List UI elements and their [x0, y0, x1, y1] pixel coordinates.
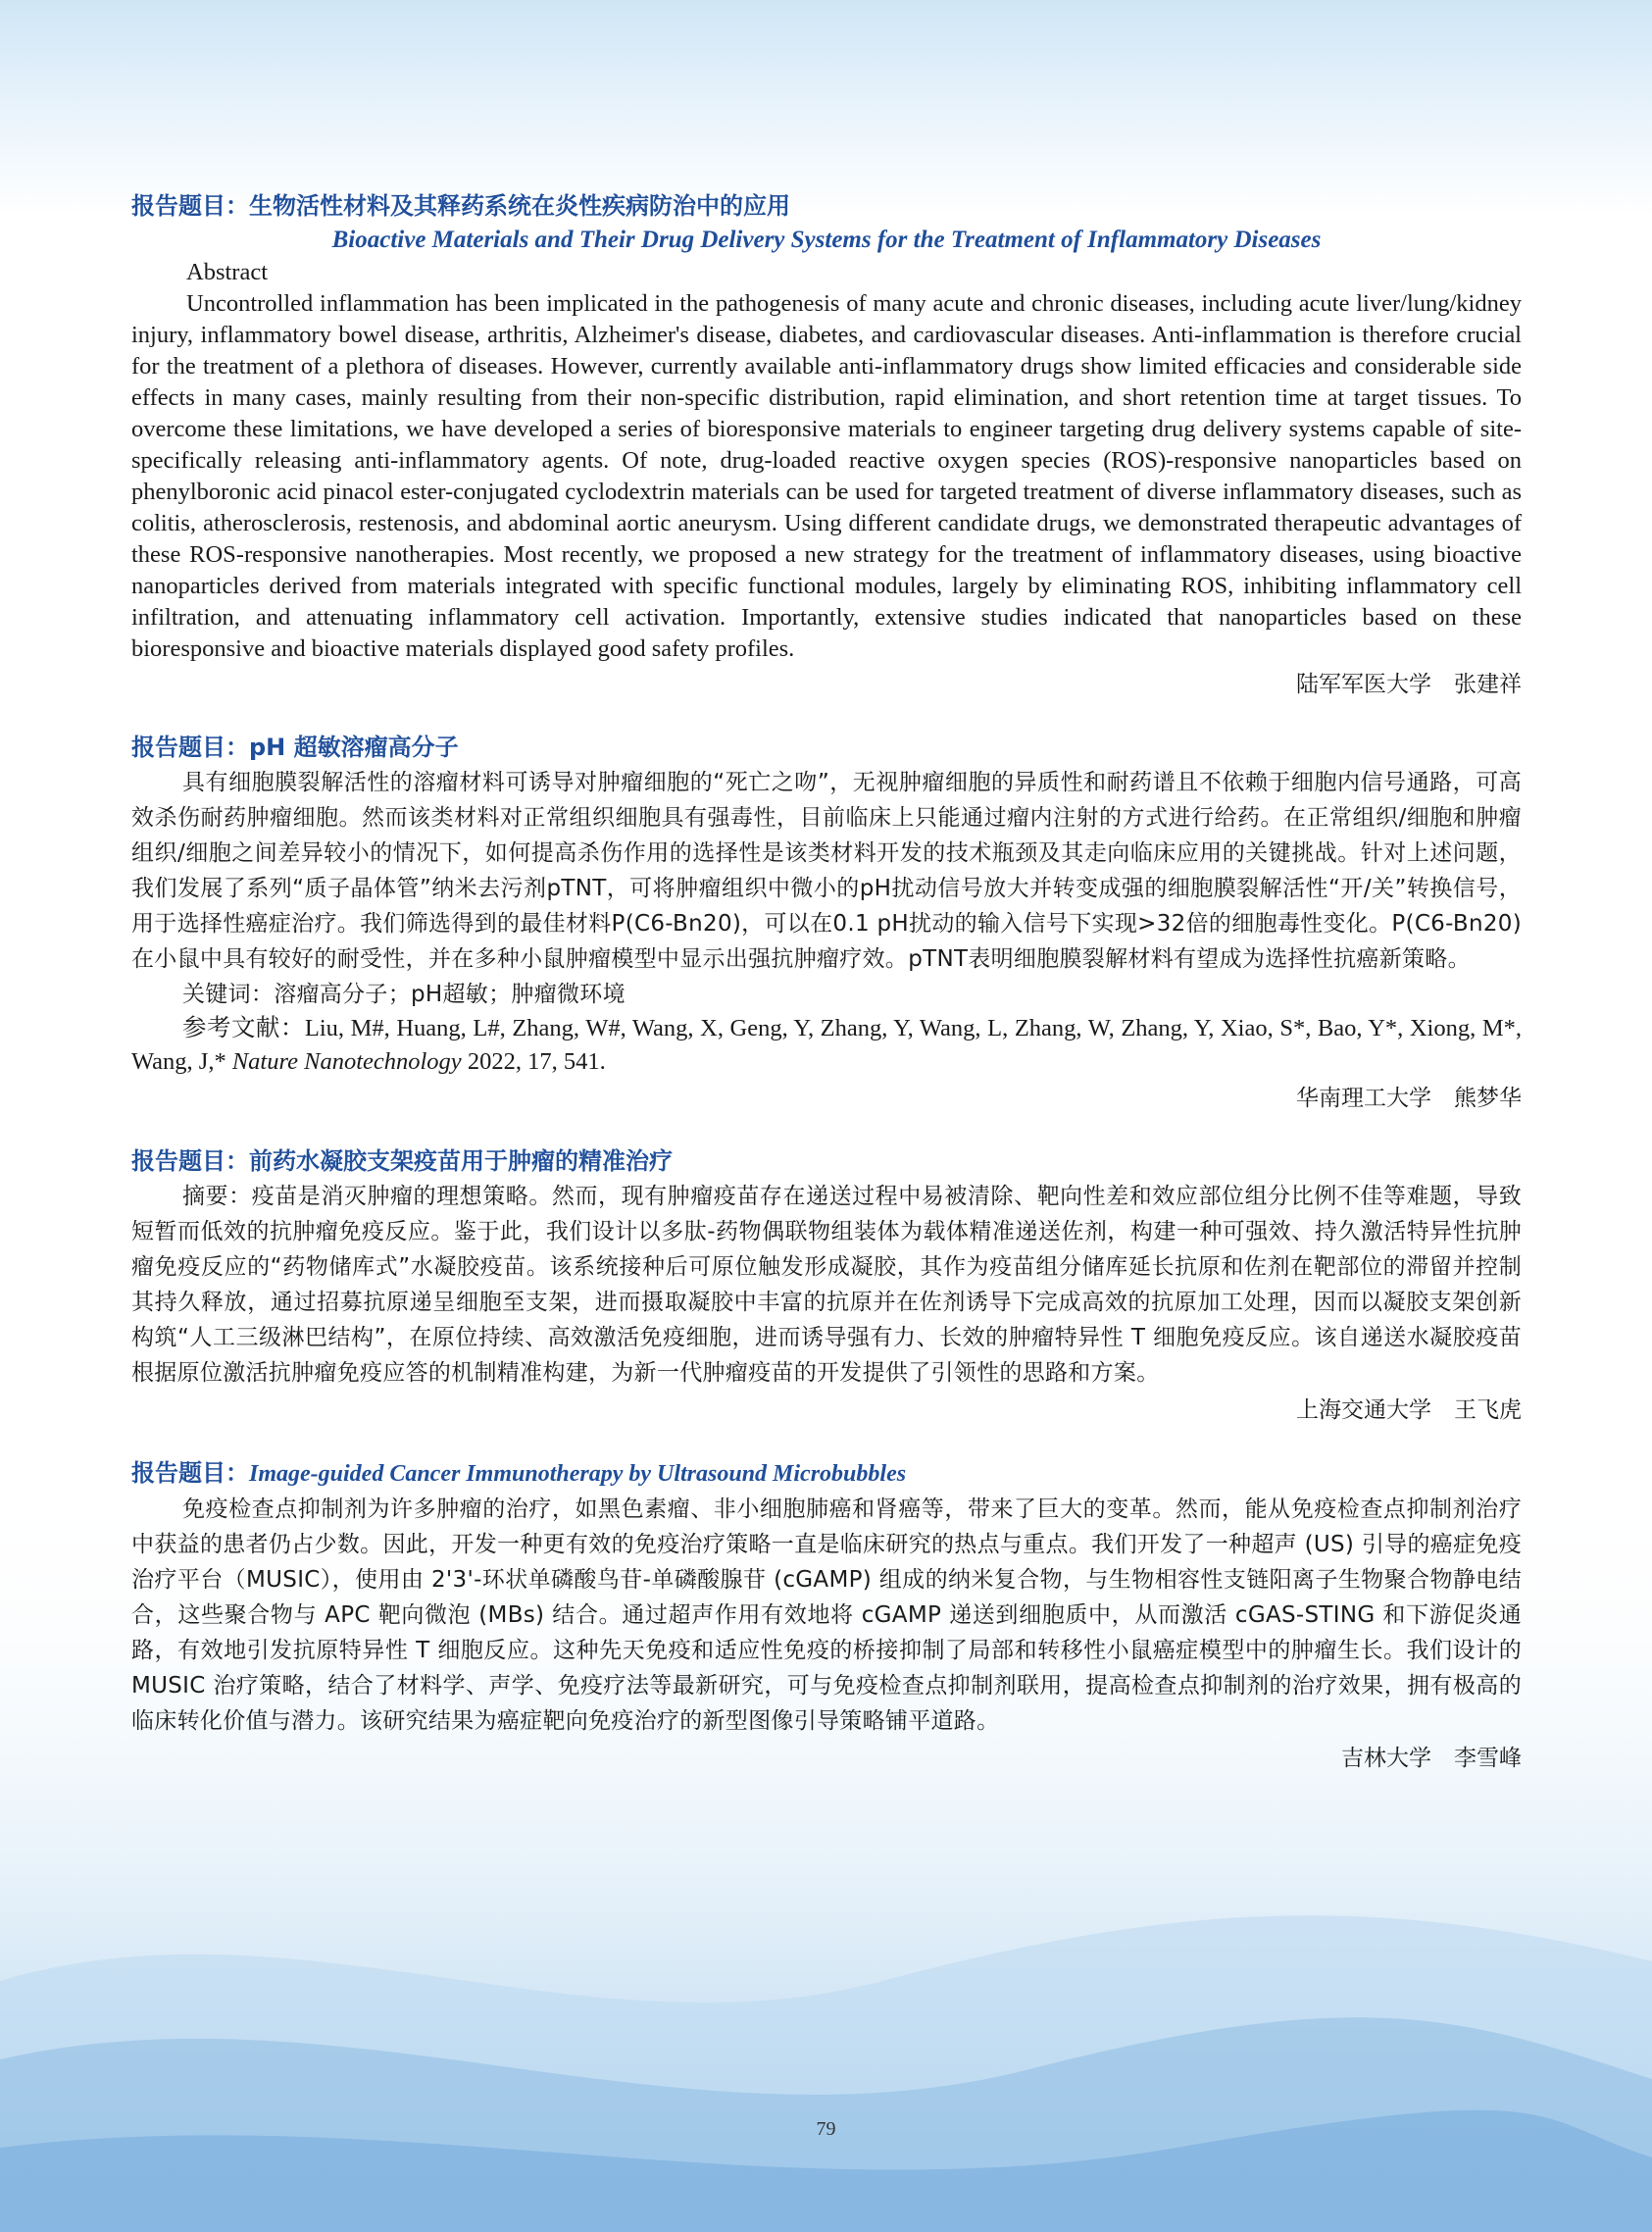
- title-prefix: 报告题目：: [131, 1459, 249, 1487]
- reference: [131, 1012, 1522, 1079]
- reference-journal: Nature Nanotechnology: [231, 1048, 462, 1075]
- title-text: 前药水凝胶支架疫苗用于肿瘤的精准治疗: [249, 1147, 673, 1175]
- header-gradient: [0, 0, 1652, 216]
- reference-details: 2022, 17, 541.: [461, 1048, 606, 1075]
- report-section: [131, 1455, 1522, 1778]
- reference-authors: 参考文献：Liu, M#, Huang, L#, Zhang, W#, Wang, X, Geng, Y, Zhang, Y, Wang, L, Zhang, W, Zhang, Y, Xiao, S*, Bao, Y*, Xiong, M*, Wang, J,*: [131, 1015, 1522, 1075]
- title-prefix: 报告题目：: [131, 734, 249, 761]
- report-section: [131, 1143, 1522, 1430]
- abstract-body: 具有细胞膜裂解活性的溶瘤材料可诱导对肿瘤细胞的“死亡之吻”，无视肿瘤细胞的异质性和耐药谱且不依赖于细胞内信号通路，可高效杀伤耐药肿瘤细胞。然而该类材料对正常组织细胞具有强毒性，目前临床上只能通过瘤内注射的方式进行给药。在正常组织/细胞和肿瘤组织/细胞之间差异较小的情况下，如何提高杀伤作用的选择性是该类材料开发的技术瓶颈及其走向临床应用的关键挑战。针对上述问题，我们发展了系列“质子晶体管”纳米去污剂pTNT，可将肿瘤组织中微小的pH扰动信号放大并转变成强的细胞膜裂解活性“开/关”转换信号，用于选择性癌症治疗。我们筛选得到的最佳材料P(C6-Bn20)，可以在0.1 pH扰动的输入信号下实现>32倍的细胞毒性变化。P(C6-Bn20)在小鼠中具有较好的耐受性，并在多种小鼠肿瘤模型中显示出强抗肿瘤疗效。pTNT表明细胞膜裂解材料有望成为选择性抗癌新策略。: [131, 770, 1522, 972]
- report-section: [131, 188, 1522, 704]
- abstract-label: Abstract: [186, 259, 268, 285]
- report-section: [131, 730, 1522, 1118]
- report-title: [131, 730, 1522, 765]
- title-text: 生物活性材料及其释药系统在炎性疾病防治中的应用: [249, 192, 790, 220]
- affiliation: 上海交通大学 王飞虎: [1296, 1397, 1522, 1423]
- report-title: [131, 1143, 1522, 1179]
- keywords: 关键词：溶瘤高分子；pH超敏；肿瘤微环境: [182, 982, 626, 1007]
- report-title: [131, 188, 1522, 224]
- english-title: Bioactive Materials and Their Drug Delivery Systems for the Treatment of Inflammatory Diseases: [331, 227, 1322, 253]
- title-prefix: 报告题目：: [131, 192, 249, 220]
- page-content: [131, 188, 1522, 1803]
- affiliation: 陆军军医大学 张建祥: [1296, 672, 1522, 697]
- title-text: pH 超敏溶瘤高分子: [249, 734, 459, 761]
- abstract-body: Uncontrolled inflammation has been implicated in the pathogenesis of many acute and chronic diseases, including acute liver/lung/kidney injury, inflammatory bowel disease, arthritis, Alzheimer's disease, diabetes, and cardiovascular diseases. Anti-inflammation is therefore crucial for the treatment of a plethora of diseases. However, currently available anti-inflammatory drugs show limited efficacies and considerable side effects in many cases, mainly resulting from their non-specific distribution, rapid elimination, and short retention time at target tissues. To overcome these limitations, we have developed a series of bioresponsive materials to engineer targeting drug delivery systems capable of site-specifically releasing anti-inflammatory agents. Of note, drug-loaded reactive oxygen species (ROS)-responsive nanoparticles based on phenylboronic acid pinacol ester-conjugated cyclodextrin materials can be used for targeted treatment of diverse inflammatory diseases, such as colitis, atherosclerosis, restenosis, and abdominal aortic aneurysm. Using different candidate drugs, we demonstrated therapeutic advantages of these ROS-responsive nanotherapies. Most recently, we proposed a new strategy for the treatment of inflammatory diseases, using bioactive nanoparticles derived from materials integrated with specific functional modules, largely by eliminating ROS, inhibiting inflammatory cell infiltration, and attenuating inflammatory cell activation. Importantly, extensive studies indicated that nanoparticles based on these bioresponsive and bioactive materials displayed good safety profiles.: [131, 290, 1522, 662]
- report-title: [131, 1455, 1522, 1492]
- abstract-body: 免疫检查点抑制剂为许多肿瘤的治疗，如黑色素瘤、非小细胞肺癌和肾癌等，带来了巨大的变革。然而，能从免疫检查点抑制剂治疗中获益的患者仍占少数。因此，开发一种更有效的免疫治疗策略一直是临床研究的热点与重点。我们开发了一种超声 (US) 引导的癌症免疫治疗平台（MUSIC），使用由 2'3'-环状单磷酸鸟苷-单磷酸腺苷 (cGAMP) 组成的纳米复合物，与生物相容性支链阳离子生物聚合物静电结合，这些聚合物与 APC 靶向微泡 (MBs) 结合。通过超声作用有效地将 cGAMP 递送到细胞质中，从而激活 cGAS-STING 和下游促炎通路，有效地引发抗原特异性 T 细胞反应。这种先天免疫和适应性免疫的桥接抑制了局部和转移性小鼠癌症模型中的肿瘤生长。我们设计的 MUSIC 治疗策略，结合了材料学、声学、免疫疗法等最新研究，可与免疫检查点抑制剂联用，提高检查点抑制剂的治疗效果，拥有极高的临床转化价值与潜力。该研究结果为癌症靶向免疫治疗的新型图像引导策略铺平道路。: [131, 1496, 1522, 1734]
- title-text: Image-guided Cancer Immunotherapy by Ultrasound Microbubbles: [249, 1461, 907, 1487]
- affiliation: 吉林大学 李雪峰: [1341, 1746, 1522, 1771]
- page-number: 79: [816, 2118, 836, 2140]
- abstract-body: 摘要：疫苗是消灭肿瘤的理想策略。然而，现有肿瘤疫苗存在递送过程中易被清除、靶向性差和效应部位组分比例不佳等难题，导致短暂而低效的抗肿瘤免疫反应。鉴于此，我们设计以多肽-药物偶联物组装体为载体精准递送佐剂，构建一种可强效、持久激活特异性抗肿瘤免疫反应的“药物储库式”水凝胶疫苗。该系统接种后可原位触发形成凝胶，其作为疫苗组分储库延长抗原和佐剂在靶部位的滞留并控制其持久释放，通过招募抗原递呈细胞至支架，进而摄取凝胶中丰富的抗原并在佐剂诱导下完成高效的抗原加工处理，因而以凝胶支架创新构筑“人工三级淋巴结构”，在原位持续、高效激活免疫细胞，进而诱导强有力、长效的肿瘤特异性 T 细胞免疫反应。该自递送水凝胶疫苗根据原位激活抗肿瘤免疫应答的机制精准构建，为新一代肿瘤疫苗的开发提供了引领性的思路和方案。: [131, 1184, 1522, 1386]
- title-prefix: 报告题目：: [131, 1147, 249, 1175]
- affiliation: 华南理工大学 熊梦华: [1296, 1086, 1522, 1111]
